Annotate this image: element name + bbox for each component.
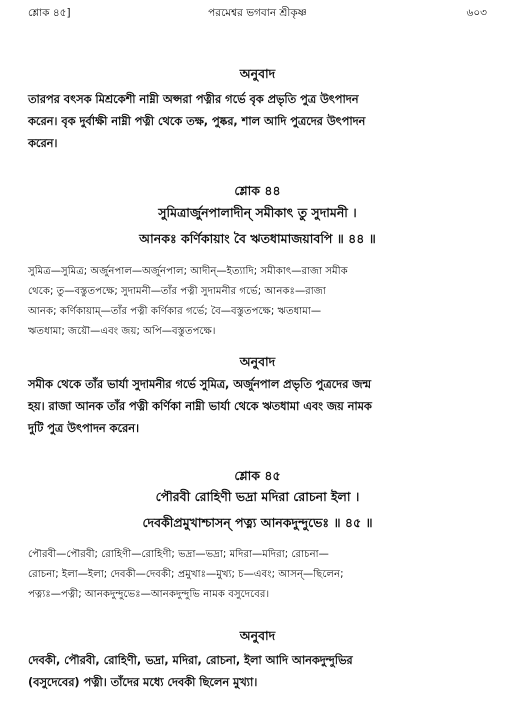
text-line: (বসুদেবের) পত্নী। তাঁদের মধ্যে দেবকী ছিলেন মুখ্যা। — [28, 676, 258, 689]
synonym-line: রোচনা; ইলা—ইলা; দেবকী—দেবকী; প্রমুখাঃ—মুখ্য; চ—এবং; আসন্—ছিলেন; — [28, 569, 344, 580]
verse-line: আনকঃ কর্ণিকায়াং বৈ ঋতধামাজয়াবপি ॥ ৪৪ ॥ — [139, 231, 376, 246]
verse-line: সুমিত্রার্জুনপালাদীন্ সমীকাৎ তু সুদামনী । — [158, 205, 357, 220]
translation-paragraph-1 — [28, 89, 487, 155]
text-line: করেন। বৃক দুর্বাক্ষী নাম্নী পত্নী থেকে তক্ষ, পুষ্কর, শাল আদি পুত্রদের উৎপাদন — [28, 115, 366, 128]
verse-44-synonyms — [28, 262, 487, 342]
header-verse-ref: শ্লোক ৪৫] — [28, 7, 71, 19]
verse-line: পৌরবী রোহিণী ভদ্রা মদিরা রোচনা ইলা । — [155, 489, 360, 504]
text-line: করেন। — [28, 137, 58, 150]
page-header — [28, 6, 487, 24]
verse-44-text — [0, 200, 515, 252]
verse-45-heading: শ্লোক ৪৫ — [234, 468, 281, 483]
text-line: হয়। রাজা আনক তাঁর পত্নী কর্ণিকা নাম্নী ভার্যা থেকে ঋতধামা এবং জয় নামক — [28, 400, 372, 413]
verse-45-synonyms — [28, 545, 487, 605]
translation-heading-44: অনুবাদ — [239, 354, 276, 369]
verse-45-translation — [28, 650, 487, 694]
header-page-number: ৬০৩ — [466, 7, 487, 19]
synonym-line: পত্ন্যঃ—পত্নী; আনকদুন্দুভেঃ—আনকদুন্দুভি নামক বসুদেবের। — [28, 589, 270, 600]
text-line: দেবকী, পৌরবী, রোহিণী, ভদ্রা, মদিরা, রোচনা, ইলা আদি আনকদুন্দুভির — [28, 654, 353, 667]
text-line: তারপর বৎসক মিশ্রকেশী নাম্নী অপ্সরা পত্নীর গর্ভে বৃক প্রভৃতি পুত্র উৎপাদন — [28, 93, 359, 106]
synonym-line: পৌরবী—পৌরবী; রোহিণী—রোহিণী; ভদ্রা—ভদ্রা; মদিরা—মদিরা; রোচনা— — [28, 549, 329, 560]
header-title: পরমেশ্বর ভগবান শ্রীকৃষ্ণ — [208, 7, 307, 19]
synonym-line: সুমিত্র—সুমিত্র; অর্জুনপাল—অর্জুনপাল; আদীন্—ইত্যাদি; সমীকাৎ—রাজা সমীক — [28, 266, 348, 277]
verse-45-text — [0, 484, 515, 536]
synonym-line: ঋতধামা; জয়ৌ—এবং জয়; অপি—বস্তুতপক্ষে। — [28, 326, 216, 337]
translation-heading-1: অনুবাদ — [239, 66, 276, 81]
synonym-line: আনক; কর্ণিকায়াম্—তাঁর পত্নী কর্ণিকার গর্ভে; বৈ—বস্তুতপক্ষে; ঋতধামা— — [28, 306, 322, 317]
synonym-line: থেকে; তু—বস্তুতপক্ষে; সুদামনী—তাঁর পত্নী সুদামনীর গর্ভে; আনকঃ—রাজা — [28, 286, 326, 297]
verse-44-heading: শ্লোক ৪৪ — [234, 183, 281, 198]
translation-heading-45: অনুবাদ — [239, 628, 276, 643]
text-line: সমীক থেকে তাঁর ভার্যা সুদামনীর গর্ভে সুমিত্র, অর্জুনপাল প্রভৃতি পুত্রদের জন্ম — [28, 378, 371, 391]
verse-44-translation — [28, 374, 487, 440]
verse-line: দেবকীপ্রমুখাশ্চাসন্ পত্ন্য আনকদুন্দুভেঃ ॥ ৪৫ ॥ — [142, 515, 373, 530]
text-line: দুটি পুত্র উৎপাদন করেন। — [28, 422, 139, 435]
